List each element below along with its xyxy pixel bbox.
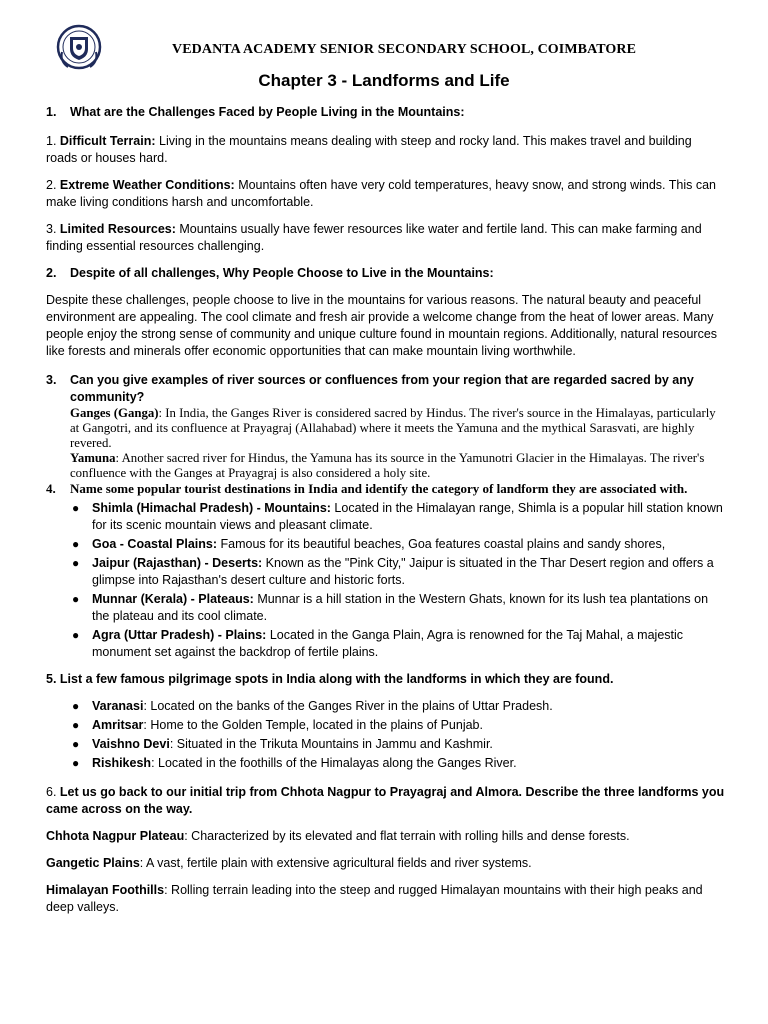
q6-answer-foothills: Himalayan Foothills: Rolling terrain leading into the steep and rugged Himalayan mountains with their high peaks and deep valleys.	[46, 883, 703, 914]
question-5: 5. List a few famous pilgrimage spots in India along with the landforms in which they are found.	[46, 672, 614, 686]
list-item: ● Vaishno Devi: Situated in the Trikuta Mountains in Jammu and Kashmir.	[72, 737, 493, 751]
list-item: ● Munnar (Kerala) - Plateaus: Munnar is a hill station in the Western Ghats, known for its lush tea plantations on the plateau and its cool climate.	[72, 592, 709, 623]
question-6: 6. Let us go back to our initial trip from Chhota Nagpur to Prayagraj and Almora. Describe the three landforms you came across on the way.	[46, 785, 725, 816]
document-body	[46, 104, 726, 916]
question-4: 4. Name some popular tourist destinations in India and identify the category of landform they are associated with.	[46, 481, 688, 496]
school-name: VEDANTA ACADEMY SENIOR SECONDARY SCHOOL, COIMBATORE	[172, 42, 637, 57]
question-3: 3. Can you give examples of river sources or confluences from your region that are regarded sacred by any community?	[46, 373, 694, 404]
list-item: ● Agra (Uttar Pradesh) - Plains: Located in the Ganga Plain, Agra is renowned for the Taj Mahal, a majestic monument set against the backdrop of fertile plains.	[72, 628, 684, 659]
q1-answer-1: 1. Difficult Terrain: Living in the mountains means dealing with steep and rocky land. This makes travel and building roads or houses hard.	[46, 134, 692, 165]
question-1: 1. What are the Challenges Faced by People Living in the Mountains:	[46, 105, 465, 119]
list-item: ● Amritsar: Home to the Golden Temple, located in the plains of Punjab.	[72, 718, 483, 732]
q1-answer-3: 3. Limited Resources: Mountains usually have fewer resources like water and fertile land. This can make farming and finding essential resources challenging.	[46, 222, 702, 253]
list-item: ● Shimla (Himachal Pradesh) - Mountains: Located in the Himalayan range, Shimla is a popular hill station known for its scenic mountain views and pleasant climate.	[72, 501, 723, 532]
list-item: ● Varanasi: Located on the banks of the Ganges River in the plains of Uttar Pradesh.	[72, 699, 553, 713]
q3-answer-ganges: Ganges (Ganga): In India, the Ganges River is considered sacred by Hindus. The river's source in the Himalayas, particularly at Gangotri, and its confluence at Prayagraj (Allahabad) where it meets the Yamuna and the mythical Sarasvati, are highly revered.	[70, 406, 716, 450]
list-item: ● Rishikesh: Located in the foothills of the Himalayas along the Ganges River.	[72, 756, 517, 770]
chapter-title: Chapter 3 - Landforms and Life	[258, 71, 510, 90]
q2-answer: Despite these challenges, people choose to live in the mountains for various reasons. The natural beauty and peaceful environment are appealing. The cool climate and fresh air provide a welcome change from the heat of lower areas. Many people enjoy the strong sense of community and unique culture found in mountain regions. Additionally, natural resources like forests and minerals offer economic opportunities that can make mountain living worthwhile.	[46, 293, 718, 358]
question-2: 2. Despite of all challenges, Why People Choose to Live in the Mountains:	[46, 266, 494, 280]
q6-answer-plateau: Chhota Nagpur Plateau: Characterized by its elevated and flat terrain with rolling hills and dense forests.	[46, 829, 630, 843]
pilgrimage-spots-list	[46, 698, 726, 772]
q6-answer-plains: Gangetic Plains: A vast, fertile plain with extensive agricultural fields and river systems.	[46, 856, 532, 870]
list-item: ● Jaipur (Rajasthan) - Deserts: Known as the "Pink City," Jaipur is situated in the Thar Desert region and offers a glimpse into Rajasthan's desert culture and historic forts.	[72, 556, 714, 587]
q1-answer-2: 2. Extreme Weather Conditions: Mountains often have very cold temperatures, heavy snow, and strong winds. This can make living conditions harsh and uncomfortable.	[46, 178, 716, 209]
list-item: ● Goa - Coastal Plains: Famous for its beautiful beaches, Goa features coastal plains and sandy shores,	[72, 537, 666, 551]
school-crest-logo	[56, 22, 102, 72]
q3-answer-yamuna: Yamuna: Another sacred river for Hindus, the Yamuna has its source in the Yamunotri Glacier in the Himalayas. The river's confluence with the Ganges at Prayagraj is also considered a holy site.	[70, 451, 705, 480]
tourist-destinations-list	[46, 500, 726, 661]
